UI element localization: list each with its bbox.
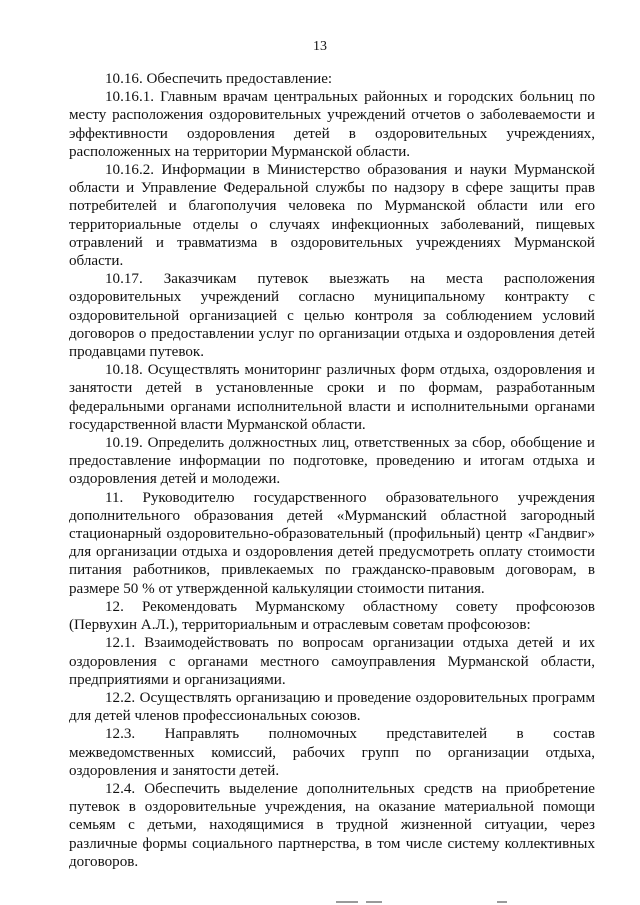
paragraph-10-19: 10.19. Определить должностных лиц, ответственных за сбор, обобщение и предоставление информации по подготовке, проведению и итогам отдыха и оздоровления детей и молодежи. [69, 435, 595, 488]
paragraph-10-17: 10.17. Заказчикам путевок выезжать на места расположения оздоровительных учреждений согласно муниципальному контракту с оздоровительной организацией с целью контроля за соблюдением условий договоров о предоставлении услуг по организации отдыха и оздоровления детей продавцами путевок. [69, 271, 595, 361]
paragraph-12-2: 12.2. Осуществлять организацию и проведение оздоровительных программ для детей членов профессиональных союзов. [69, 689, 595, 725]
scan-artifact-right [497, 901, 507, 903]
paragraph-12-3: 12.3. Направлять полномочных представителей в состав межведомственных комиссий, рабочих групп по организации отдыха, оздоровления и занятости детей. [69, 726, 595, 779]
paragraph-10-16-1: 10.16.1. Главным врачам центральных районных и городских больниц по месту расположения оздоровительных учреждений отчетов о заболеваемости и эффективности оздоровления детей в оздоровительных учреждениях, расположенных на территории Мурманской области. [69, 89, 595, 160]
scan-artifact-center [366, 901, 382, 903]
page-number: 13 [313, 39, 327, 54]
scan-artifact-left [336, 901, 358, 903]
paragraph-10-18: 10.18. Осуществлять мониторинг различных форм отдыха, оздоровления и занятости детей в установленные сроки и по формам, разработанным федеральными органами исполнительной власти и исполнительными органами государственной власти Мурманской области. [69, 362, 595, 433]
paragraph-12: 12. Рекомендовать Мурманскому областному совету профсоюзов (Первухин А.Л.), территориальным и отраслевым советам профсоюзов: [69, 598, 595, 634]
paragraph-12-4: 12.4. Обеспечить выделение дополнительных средств на приобретение путевок в оздоровительные учреждения, на оказание материальной помощи семьям с детьми, находящимися в трудной жизненной ситуации, через различные формы социального партнерства, в том числе систему коллективных договоров. [69, 780, 595, 870]
paragraph-11: 11. Руководителю государственного образовательного учреждения дополнительного образования детей «Мурманский областной загородный стационарный оздоровительно-образовательный (профильный) центр «Гандвиг» для организации отдыха и оздоровления детей предусмотреть оплату стоимости питания работников, привлекаемых по гражданско-правовым договорам, в размере 50 % от утвержденной калькуляции стоимости питания. [69, 489, 595, 597]
document-body [69, 70, 595, 871]
paragraph-10-16-2: 10.16.2. Информации в Министерство образования и науки Мурманской области и Управление Федеральной службы по надзору в сфере защиты прав потребителей и благополучия человека по Мурманской области или его территориальные отделы о случаях инфекционных заболеваний, пищевых отравлений и травматизма в оздоровительных учреждениях Мурманской области. [69, 162, 595, 270]
paragraph-12-1: 12.1. Взаимодействовать по вопросам организации отдыха детей и их оздоровления с органами местного самоуправления Мурманской области, предприятиями и организациями. [69, 635, 595, 688]
paragraph-10-16: 10.16. Обеспечить предоставление: [105, 71, 333, 87]
